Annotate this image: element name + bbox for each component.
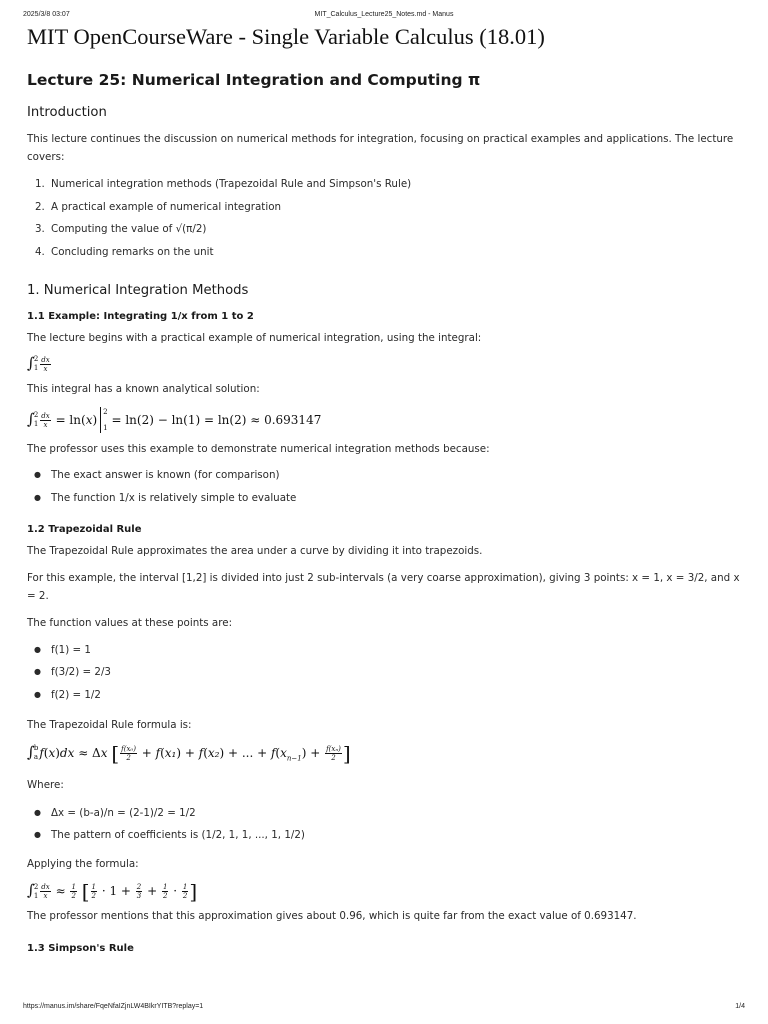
sub1-p3: The professor uses this example to demonstrate numerical integration methods because: [27,443,490,455]
print-timestamp: 2025/3/8 03:07 [23,11,70,18]
math-result: 0.693147 [264,412,322,427]
sub1-bullets [27,466,741,507]
print-doc-title: MIT_Calculus_Lecture25_Notes.md - Manus [314,11,454,18]
list-item: 3. Computing the value of √(π/2) [35,223,207,235]
list-item: ● The function 1/x is relatively simple to evaluate [34,491,297,504]
list-item: 2. A practical example of numerical integration [35,200,282,213]
sub2-p7: The professor mentions that this approximation gives about 0.96, which is quite far from the exact value of 0.693147. [27,909,637,922]
sub2-p4: The Trapezoidal Rule formula is: [27,718,192,731]
list-item: ● f(2) = 1/2 [34,688,101,701]
list-item: ● f(3/2) = 2/3 [34,666,111,678]
print-url: https://manus.im/share/FqeNfaIZjnLW4BIkrYITB?replay=1 [23,1003,204,1010]
document-page [27,22,741,956]
print-footer [23,1003,745,1015]
section1-heading: 1. Numerical Integration Methods [27,282,249,298]
list-item: ● Δx = (b-a)/n = (2-1)/2 = 1/2 [34,806,196,819]
math-trapezoid-applied: ∫ 2 1 $\frac{dx}{x}$ ≈ $\frac{1}{2}$ [ $\frac{1}{2}$ · 1 + $\frac{2}{3}$ + $\frac{1}{2}$ · $\frac{1}{2}$ ] [27,879,198,904]
list-item: ● The pattern of coefficients is (1/2, 1, 1, ..., 1, 1/2) [34,829,305,842]
list-item: ● f(1) = 1 [34,643,91,656]
math-trapezoid-formula: ∫ b a f(x)dx ≈ Δx [ $\frac{\text{f(x₀)}}{2}$ + f(x₁) + f(x₂) + ... + $f(x_{n-1})$ + $\frac{\text{f(xₙ)}}{2}$ ] [27,741,351,765]
site-title: MIT OpenCourseWare - Single Variable Calculus (18.01) [27,24,545,49]
intro-paragraph: This lecture continues the discussion on numerical methods for integration, focusing on practical examples and applications. The lecture covers: [27,133,734,163]
sub1-heading: 1.1 Example: Integrating 1/x from 1 to 2 [27,310,254,322]
lecture-title: Lecture 25: Numerical Integration and Computing π [27,71,481,89]
page-number: 1/4 [735,1003,745,1010]
intro-list [27,175,741,261]
sub2-heading: 1.2 Trapezoidal Rule [27,523,142,535]
list-item: ● The exact answer is known (for comparison) [34,469,280,481]
math-analytic-solution: ∫ 2 1 $\frac{dx}{x}$ = ln(x) 2 1 = ln(2) − ln(1) = ln(2) ≈ 0.693147 [27,408,322,432]
function-values-list [27,641,741,704]
intro-heading: Introduction [27,105,107,120]
sub2-p5: Where: [27,778,64,791]
sub1-p1: The lecture begins with a practical example of numerical integration, using the integral: [27,331,482,344]
sub3-heading: 1.3 Simpson's Rule [27,942,134,954]
sub2-p3: The function values at these points are: [27,616,233,629]
sub2-p6: Applying the formula: [27,858,139,871]
where-list [27,804,741,845]
sub2-p1: The Trapezoidal Rule approximates the area under a curve by dividing it into trapezoids. [27,544,483,557]
sub1-p2: This integral has a known analytical solution: [27,382,260,395]
math-integral-1: ∫ 2 1 $\frac{dx}{x}$ [27,353,50,373]
list-item: 1. Numerical integration methods (Trapezoidal Rule and Simpson's Rule) [35,178,412,190]
list-item: 4. Concluding remarks on the unit [35,245,214,258]
sub2-p2: For this example, the interval [1,2] is divided into just 2 sub-intervals (a very coarse approximation), giving 3 points: x = 1, x = 3/2, and x = 2. [27,571,740,602]
